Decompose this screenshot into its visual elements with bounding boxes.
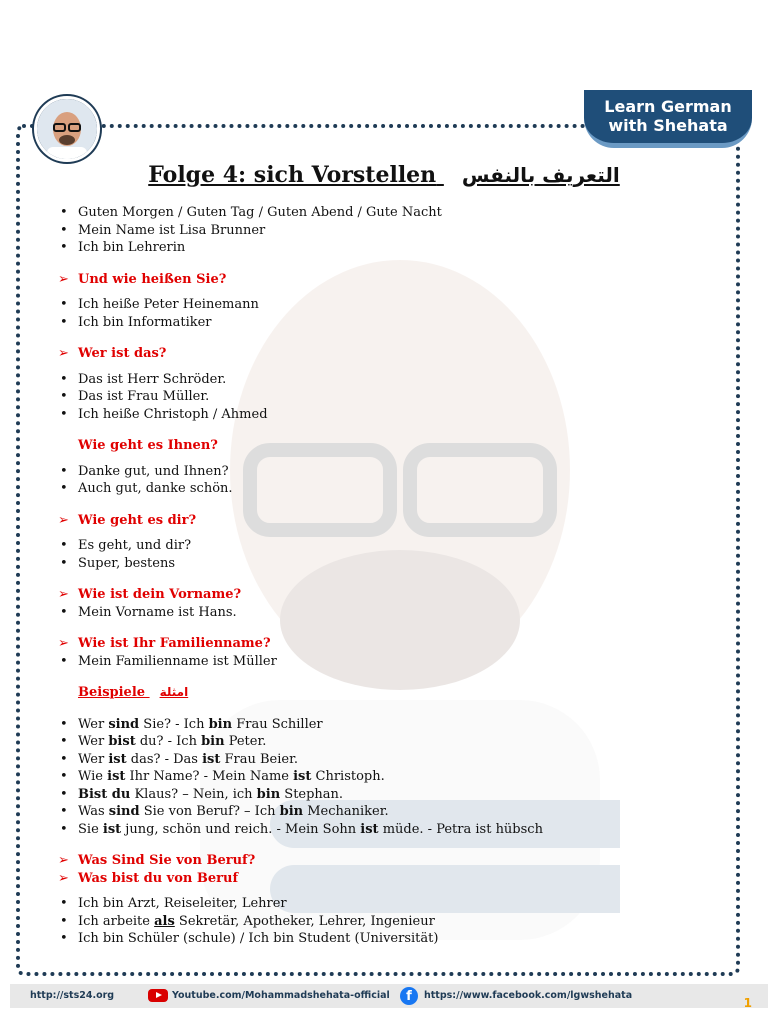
page-number: 1 [743, 996, 752, 1010]
example-item [58, 716, 718, 734]
question-heading: ➢ Was bist du von Beruf [58, 870, 718, 888]
text-run: Wer [78, 734, 109, 749]
question-heading: ➢ Was Sind Sie von Beruf? [58, 852, 718, 870]
footer-site-link[interactable]: http://sts24.org [30, 990, 115, 1001]
text-run: du? - Ich [135, 734, 202, 749]
list-item: • Ich bin Schüler (schule) / Ich bin Student (Universität) [58, 930, 718, 948]
list-item: • Danke gut, und Ihnen? [58, 463, 718, 481]
brand-line-1: Learn German [604, 97, 732, 116]
example-item [58, 768, 718, 786]
list-item: • Mein Vorname ist Hans. [58, 604, 718, 622]
list-item: • Mein Familienname ist Müller [58, 653, 718, 671]
list-item: • Auch gut, danke schön. [58, 480, 718, 498]
text-run: Mechaniker. [303, 804, 389, 819]
question-heading: ➢ Wie ist dein Vorname? [58, 586, 718, 604]
brand-logo [584, 90, 752, 148]
answer-list [58, 537, 718, 572]
list-item: • Das ist Frau Müller. [58, 388, 718, 406]
list-item: • Ich heiße Christoph / Ahmed [58, 406, 718, 424]
text-run-emphasis: sind [108, 804, 140, 819]
list-item: • Ich bin Informatiker [58, 314, 718, 332]
text-run-emphasis: bin [256, 786, 281, 802]
greetings-list [58, 204, 718, 257]
text-run: Wer [78, 751, 109, 767]
text-run: Sie von Beruf? – Ich [139, 804, 280, 819]
title-german: Folge 4: sich Vorstellen [148, 162, 437, 188]
list-item: • Mein Name ist Lisa Brunner [58, 222, 718, 240]
text-run-emphasis: ist [202, 751, 221, 767]
answer-list [58, 604, 718, 622]
brand-line-2: with Shehata [608, 116, 728, 135]
question-heading: Wie geht es Ihnen? [78, 438, 218, 453]
question-heading: ➢ Wie geht es dir? [58, 512, 718, 530]
title-arabic: التعريف بالنفس [461, 163, 620, 187]
avatar [34, 96, 100, 162]
youtube-icon [148, 989, 168, 1002]
text-run: Was [78, 804, 109, 819]
footer-bar [10, 984, 768, 1008]
list-item: • Super, bestens [58, 555, 718, 573]
list-item: • Ich heiße Peter Heinemann [58, 296, 718, 314]
text-run-emphasis: bin [208, 716, 233, 732]
footer-youtube-link[interactable]: Youtube.com/Mohammadshehata-official [172, 990, 390, 1001]
example-item [58, 733, 718, 751]
example-item [58, 751, 718, 769]
answer-list [58, 371, 718, 424]
text-run: Ich arbeite [78, 913, 155, 929]
text-run: Christoph. [311, 769, 385, 784]
list-item: • Es geht, und dir? [58, 537, 718, 555]
text-run: müde. - Petra ist hübsch [378, 821, 543, 837]
text-run-emphasis: Bist du [78, 786, 131, 802]
text-run-emphasis: sind [108, 716, 140, 732]
answer-list [58, 463, 718, 498]
lesson-content [58, 204, 718, 948]
text-run: Sie? - Ich [139, 716, 209, 732]
answer-list [58, 296, 718, 331]
question-heading: ➢ Wie ist Ihr Familienname? [58, 635, 718, 653]
footer-facebook-link[interactable]: https://www.facebook.com/lgwshehata [424, 990, 633, 1001]
text-run: Frau Beier. [220, 751, 298, 767]
text-run-emphasis: ist [108, 751, 127, 767]
answer-list [58, 895, 718, 948]
list-item: • Ich bin Arzt, Reiseleiter, Lehrer [58, 895, 718, 913]
text-run: Klaus? – Nein, ich [130, 786, 257, 802]
text-run: Sekretär, Apotheker, Lehrer, Ingenieur [174, 913, 435, 929]
text-run: das? - Das [126, 751, 203, 767]
list-item: • Ich bin Lehrerin [58, 239, 718, 257]
text-run-emphasis: ist [293, 769, 312, 784]
text-run-emphasis: ist [102, 821, 122, 837]
text-run: Peter. [224, 734, 267, 749]
question-heading: ➢ Und wie heißen Sie? [58, 271, 718, 289]
text-run: Sie [78, 821, 103, 837]
question-heading: ➢ Wer ist das? [58, 345, 718, 363]
text-run: Wer [78, 716, 109, 732]
text-run: Frau Schiller [232, 716, 323, 732]
text-run-emphasis: ist [107, 769, 126, 784]
list-item: • Das ist Herr Schröder. [58, 371, 718, 389]
example-item [58, 786, 718, 804]
examples-label-arabic: امثلة [159, 685, 189, 699]
text-run: Ihr Name? - Mein Name [125, 769, 294, 784]
facebook-icon: f [400, 987, 418, 1005]
text-run-emphasis: ist [360, 821, 379, 837]
examples-heading [58, 684, 718, 702]
text-run: Stephan. [280, 786, 344, 802]
examples-label: Beispiele [78, 685, 146, 700]
examples-list [58, 716, 718, 839]
answer-list [58, 653, 718, 671]
example-item [58, 803, 718, 821]
text-run-emphasis: bin [201, 734, 225, 749]
list-item: • Guten Morgen / Guten Tag / Guten Abend / Gute Nacht [58, 204, 718, 222]
page-title [0, 162, 768, 188]
example-item [58, 821, 718, 839]
text-run: jung, schön und reich. - Mein Sohn [121, 821, 361, 837]
list-item [58, 913, 718, 931]
text-run: Wie [78, 769, 108, 784]
text-run-emphasis: bin [279, 804, 304, 819]
text-run-emphasis: als [154, 913, 175, 929]
text-run-emphasis: bist [108, 734, 136, 749]
